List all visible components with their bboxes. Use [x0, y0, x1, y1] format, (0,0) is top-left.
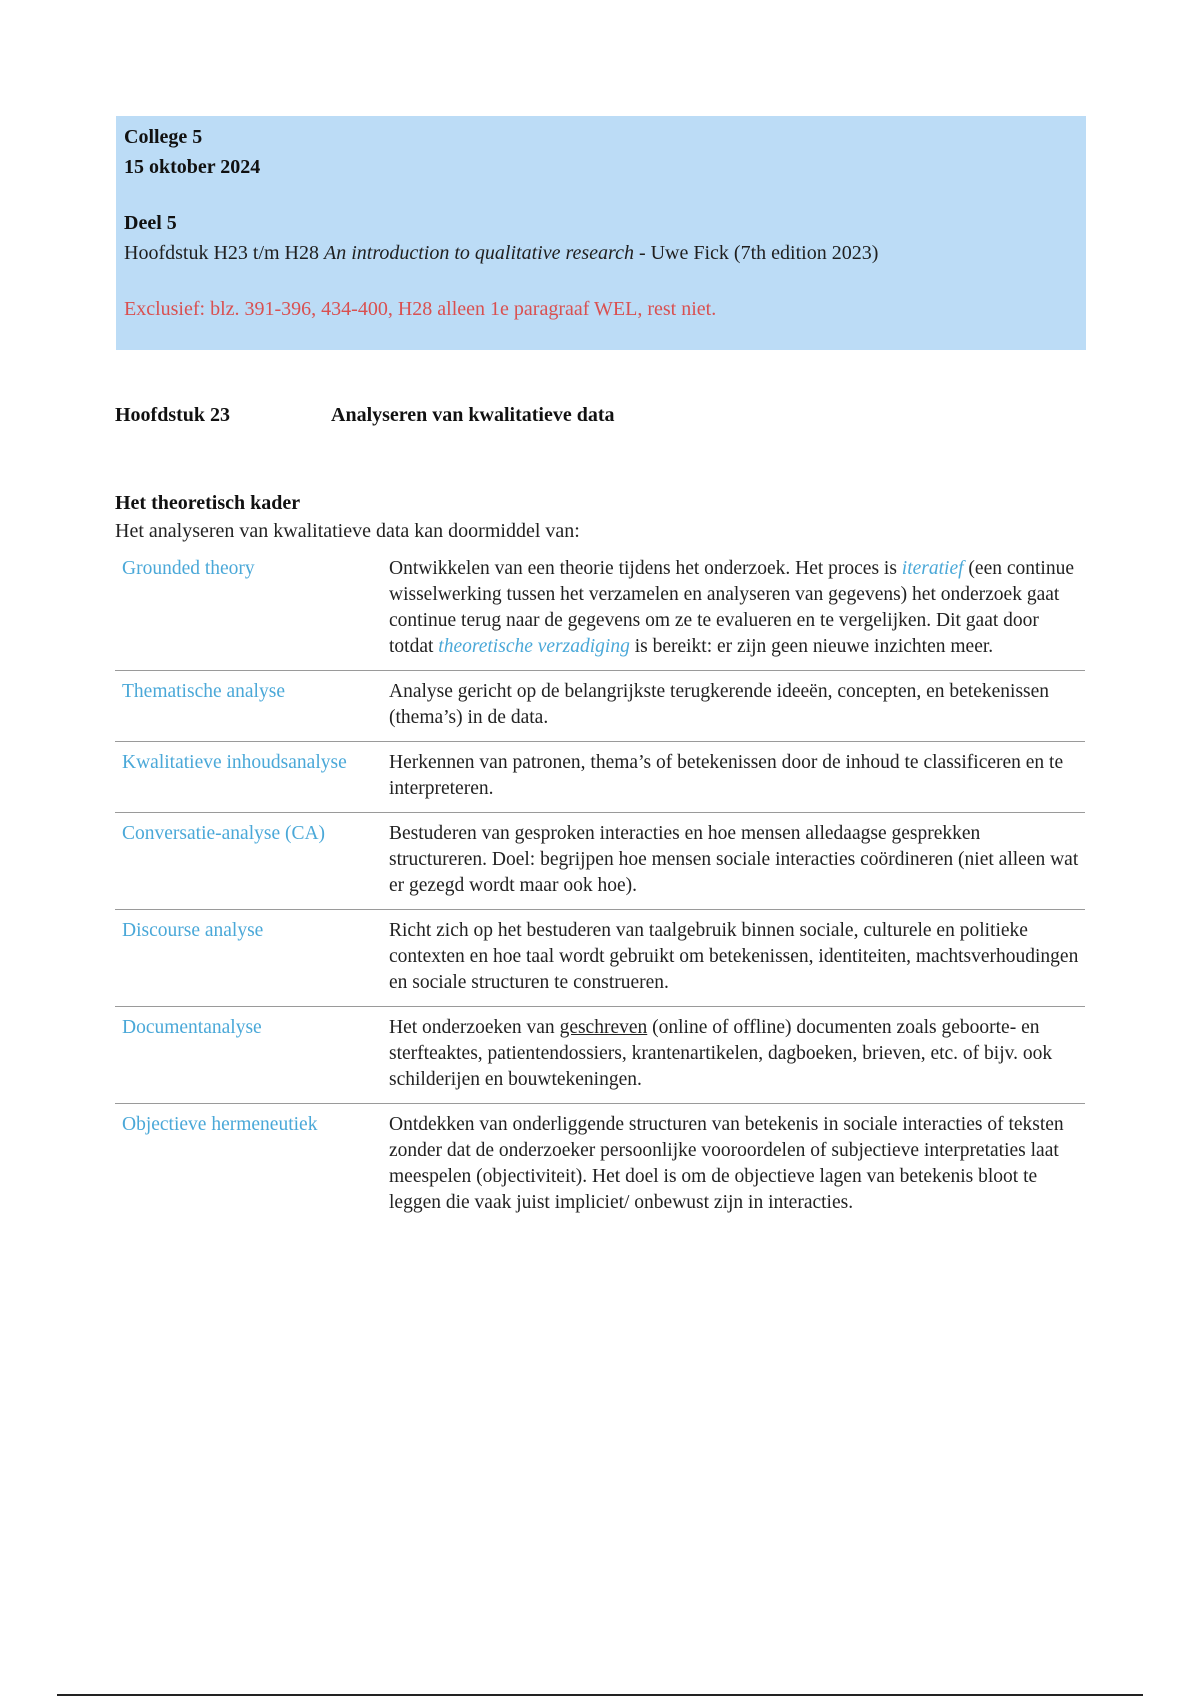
method-term: Documentanalyse [122, 1017, 262, 1038]
method-description [389, 742, 1085, 813]
method-row [115, 742, 1085, 813]
description-text: Ontwikkelen van een theorie tijdens het onderzoek. Het proces is [389, 558, 902, 579]
book-title: An introduction to qualitative research [324, 242, 634, 264]
section-intro: Het analyseren van kwalitatieve data kan doormiddel van: [115, 520, 580, 542]
spacer [124, 182, 1078, 208]
description-text: Herkennen van patronen, thema’s of betekenissen door de inhoud te classificeren en te interpreteren. [389, 752, 1064, 799]
footer-rule [57, 1694, 1143, 1696]
description-text: Het onderzoeken van [389, 1017, 560, 1038]
course-info-box [116, 116, 1086, 350]
description-text: Richt zich op het bestuderen van taalgebruik binnen sociale, culturele en politieke contexten en hoe taal wordt gebruikt om betekenissen, identiteiten, machtsverhoudingen en sociale structuren te construeren. [389, 920, 1079, 993]
section-title: Het theoretisch kader [115, 492, 301, 514]
literature-reference [124, 238, 1078, 268]
reference-author: - Uwe Fick (7th edition 2023) [633, 242, 879, 264]
reference-chapters: Hoofdstuk H23 t/m H28 [124, 242, 324, 264]
method-row [115, 671, 1085, 742]
method-description [389, 556, 1085, 671]
college-date: 15 oktober 2024 [124, 156, 261, 178]
chapter-title: Analyseren van kwalitatieve data [331, 404, 615, 426]
spacer [124, 268, 1078, 294]
description-text: is bereikt: er zijn geen nieuwe inzichten meer. [629, 636, 994, 657]
method-row [115, 556, 1085, 671]
underlined-term: geschreven [559, 1017, 648, 1038]
method-row [115, 813, 1085, 910]
part-label: Deel 5 [124, 212, 177, 234]
method-term: Objectieve hermeneutiek [122, 1114, 318, 1135]
description-text: (een continue wisselwerking tussen het verzamelen en analyseren van gegevens) het onderzoek gaat continue terug naar de gegevens om ze te evalueren en te vergelijken. Dit gaat door totdat [389, 558, 1074, 657]
highlighted-term: iteratief [901, 558, 964, 579]
highlighted-term: theoretische verzadiging [438, 636, 630, 657]
method-description [389, 1104, 1085, 1227]
method-row [115, 1007, 1085, 1104]
method-description [389, 910, 1085, 1007]
method-description [389, 1007, 1085, 1104]
chapter-number: Hoofdstuk 23 [115, 404, 231, 426]
method-row [115, 910, 1085, 1007]
college-label: College 5 [124, 126, 203, 148]
method-row [115, 1104, 1085, 1227]
method-description [389, 813, 1085, 910]
description-text: Ontdekken van onderliggende structuren van betekenis in sociale interacties of teksten zonder dat de onderzoeker persoonlijke vooroordelen of subjectieve interpretaties laat meespelen (objectiviteit). Het doel is om de objectieve lagen van betekenis bloot te leggen die vaak juist impliciet/ onbewust zijn in interacties. [389, 1114, 1064, 1213]
method-description [389, 671, 1085, 742]
description-text: Bestuderen van gesproken interacties en hoe mensen alledaagse gesprekken structureren. Doel: begrijpen hoe mensen sociale interacties coördineren (niet alleen wat er gezegd wordt maar ook hoe). [389, 823, 1079, 896]
method-term: Discourse analyse [122, 920, 264, 941]
chapter-heading [115, 404, 615, 427]
description-text: Analyse gericht op de belangrijkste terugkerende ideeën, concepten, en betekenissen (thema’s) in de data. [389, 681, 1050, 728]
method-term: Thematische analyse [122, 681, 285, 702]
methods-table [115, 556, 1085, 1226]
method-term: Conversatie-analyse (CA) [122, 823, 326, 844]
method-term: Grounded theory [122, 558, 255, 579]
description-text: (online of offline) documenten zoals geboorte- en sterfteaktes, patientendossiers, krantenartikelen, dagboeken, brieven, etc. of bijv. ook schilderijen en bouwtekeningen. [389, 1017, 1053, 1090]
method-term: Kwalitatieve inhoudsanalyse [122, 752, 347, 773]
exclusions-note: Exclusief: blz. 391-396, 434-400, H28 alleen 1e paragraaf WEL, rest niet. [124, 298, 717, 320]
